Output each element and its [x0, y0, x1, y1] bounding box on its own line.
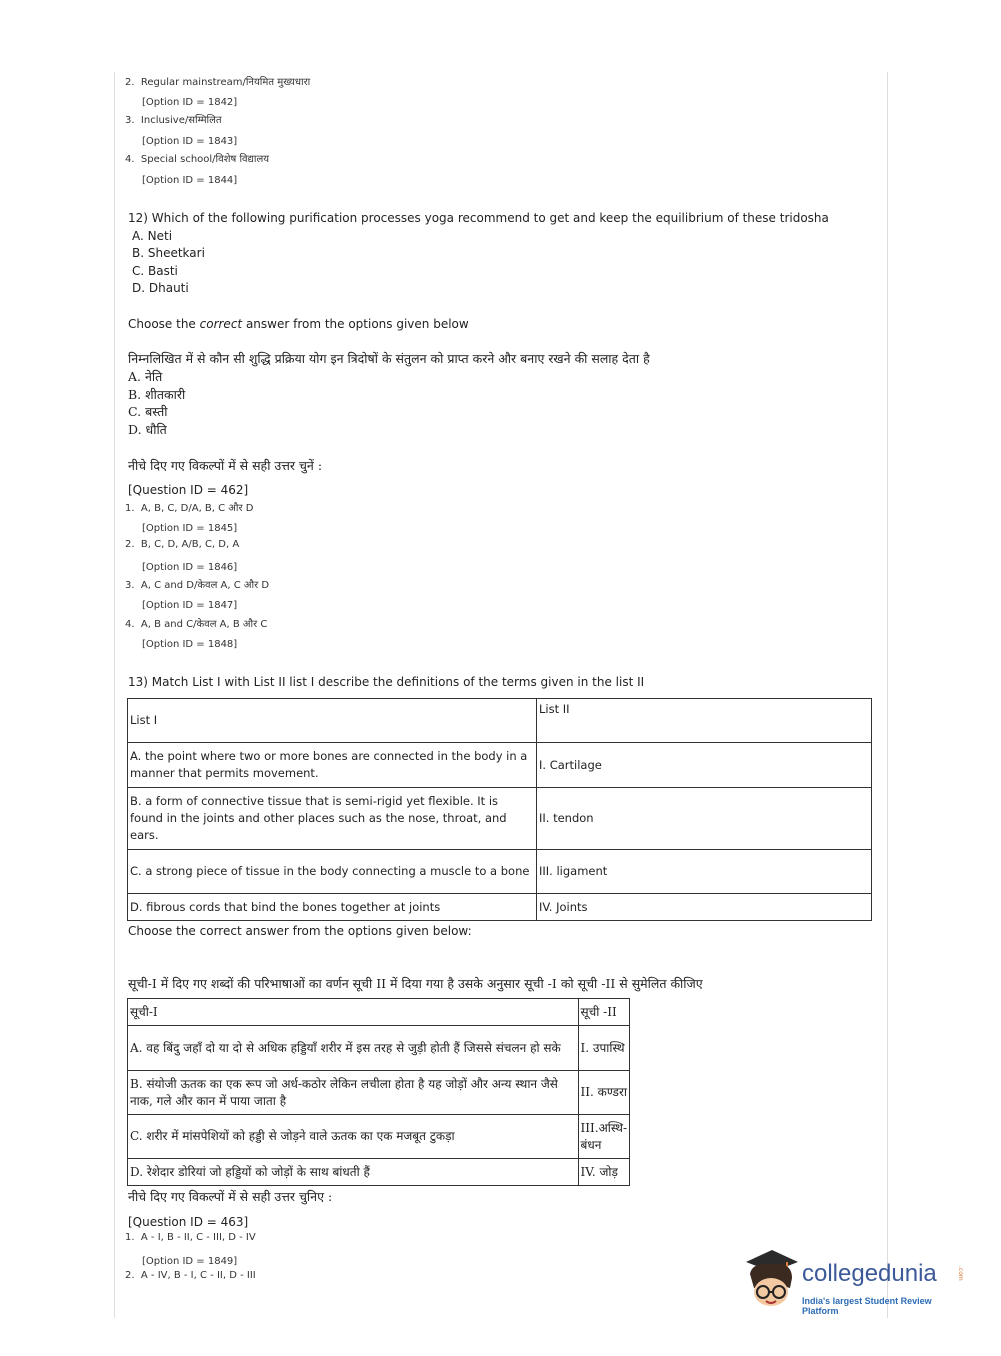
table-cell: II. tendon — [537, 788, 872, 850]
q11-option-2-id: [Option ID = 1842] — [142, 97, 238, 108]
q12-option-4-id: [Option ID = 1848] — [142, 639, 238, 650]
table-header-list-1: List I — [128, 699, 537, 743]
q12-option-1: 1. A, B, C, D/A, B, C और D — [125, 503, 254, 514]
q12-item-d: D. Dhauti — [132, 281, 189, 295]
q12-option-2: 2. B, C, D, A/B, C, D, A — [125, 539, 240, 550]
q13-hindi-choose: नीचे दिए गए विकल्पों में से सही उत्तर चुनिए : — [128, 1189, 333, 1204]
q12-option-4: 4. A, B and C/केवल A, B और C — [125, 619, 268, 630]
table-cell: III. ligament — [537, 850, 872, 894]
mascot-icon — [742, 1248, 800, 1310]
logo-suffix: .com — [957, 1266, 964, 1281]
table-cell: D. fibrous cords that bind the bones together at joints — [128, 894, 537, 921]
table-cell: C. a strong piece of tissue in the body connecting a muscle to a bone — [128, 850, 537, 894]
q12-question-id: [Question ID = 462] — [128, 483, 249, 497]
q13-choose-english: Choose the correct answer from the options given below: — [128, 924, 472, 938]
table-cell: I. Cartilage — [537, 743, 872, 788]
q13-table-english — [127, 698, 872, 921]
q12-hindi-item-a: A. नेति — [128, 369, 163, 384]
table-row — [128, 1159, 630, 1186]
table-header-row — [128, 699, 872, 743]
q12-hindi-item-d: D. धौति — [128, 422, 167, 437]
table-header-list-2: List II — [537, 699, 872, 743]
table-cell: IV. Joints — [537, 894, 872, 921]
q12-hindi-item-c: C. बस्ती — [128, 404, 168, 419]
table-cell: A. वह बिंदु जहाँ दो या दो से अधिक हड्डियाँ शरीर में इस तरह से जुड़ी होती हैं जिससे संचलन हो सके — [128, 1026, 579, 1071]
q12-option-2-id: [Option ID = 1846] — [142, 562, 238, 573]
table-cell: III.अस्थि-बंधन — [578, 1115, 629, 1159]
q13-stem: 13) Match List I with List II list I describe the definitions of the terms given in the list II — [128, 675, 645, 689]
table-cell: D. रेशेदार डोरियां जो हड्डियों को जोड़ों के साथ बांधती हैं — [128, 1159, 579, 1186]
q12-stem: 12) Which of the following purification processes yoga recommend to get and keep the equilibrium of these tridosha — [128, 211, 829, 225]
table-header-suchi-1: सूची-I — [128, 999, 579, 1026]
q12-item-a: A. Neti — [132, 229, 173, 243]
table-cell: C. शरीर में मांसपेशियों को हड्डी से जोड़ने वाले ऊतक का एक मजबूत टुकड़ा — [128, 1115, 579, 1159]
q12-option-3-id: [Option ID = 1847] — [142, 600, 238, 611]
q12-option-3: 3. A, C and D/केवल A, C और D — [125, 580, 270, 591]
q13-option-1: 1. A - I, B - II, C - III, D - IV — [125, 1232, 256, 1243]
q13-question-id: [Question ID = 463] — [128, 1215, 249, 1229]
collegedunia-logo — [742, 1248, 967, 1318]
table-header-row — [128, 999, 630, 1026]
logo-tagline: India's largest Student Review Platform — [802, 1296, 932, 1316]
q12-choose: Choose the correct answer from the options given below — [128, 317, 469, 331]
q11-option-2: 2. Regular mainstream/नियमित मुख्यधारा — [125, 77, 311, 88]
q13-table-hindi — [127, 998, 630, 1186]
table-row — [128, 743, 872, 788]
q12-hindi-item-b: B. शीतकारी — [128, 387, 186, 402]
q12-option-1-id: [Option ID = 1845] — [142, 523, 238, 534]
table-cell: I. उपास्थि — [578, 1026, 629, 1071]
table-row — [128, 894, 872, 921]
table-row — [128, 1026, 630, 1071]
table-row — [128, 788, 872, 850]
table-cell: II. कण्डरा — [578, 1071, 629, 1115]
table-row — [128, 1071, 630, 1115]
q11-option-3: 3. Inclusive/सम्मिलित — [125, 115, 222, 126]
table-cell: IV. जोड़ — [578, 1159, 629, 1186]
q13-option-2: 2. A - IV, B - I, C - II, D - III — [125, 1270, 256, 1281]
q12-item-b: B. Sheetkari — [132, 246, 205, 260]
table-row — [128, 1115, 630, 1159]
q12-hindi-choose: नीचे दिए गए विकल्पों में से सही उत्तर चुनें : — [128, 458, 323, 473]
q13-option-1-id: [Option ID = 1849] — [142, 1256, 238, 1267]
q11-option-4: 4. Special school/विशेष विद्यालय — [125, 154, 270, 165]
q13-hindi-stem: सूची-I में दिए गए शब्दों की परिभाषाओं का वर्णन सूची II में दिया गया है उसके अनुसार सूची -I को सूची -II से सुमेलित कीजिए — [128, 976, 703, 991]
q11-option-4-id: [Option ID = 1844] — [142, 175, 238, 186]
table-row — [128, 850, 872, 894]
table-cell: B. संयोजी ऊतक का एक रूप जो अर्ध-कठोर लेकिन लचीला होता है यह जोड़ों और अन्य स्थान जैसे नाक, गले और कान में पाया जाता है — [128, 1071, 579, 1115]
table-header-suchi-2: सूची -II — [578, 999, 629, 1026]
table-cell: B. a form of connective tissue that is semi-rigid yet flexible. It is found in the joints and other places such as the nose, throat, and ears. — [128, 788, 537, 850]
q12-hindi-stem: निम्नलिखित में से कौन सी शुद्धि प्रक्रिया योग इन त्रिदोषों के संतुलन को प्राप्त करने और बनाए रखने की सलाह देता है — [128, 351, 650, 366]
q11-option-3-id: [Option ID = 1843] — [142, 136, 238, 147]
table-cell: A. the point where two or more bones are connected in the body in a manner that permits movement. — [128, 743, 537, 788]
logo-wordmark: collegedunia — [802, 1260, 937, 1287]
q12-item-c: C. Basti — [132, 264, 178, 278]
